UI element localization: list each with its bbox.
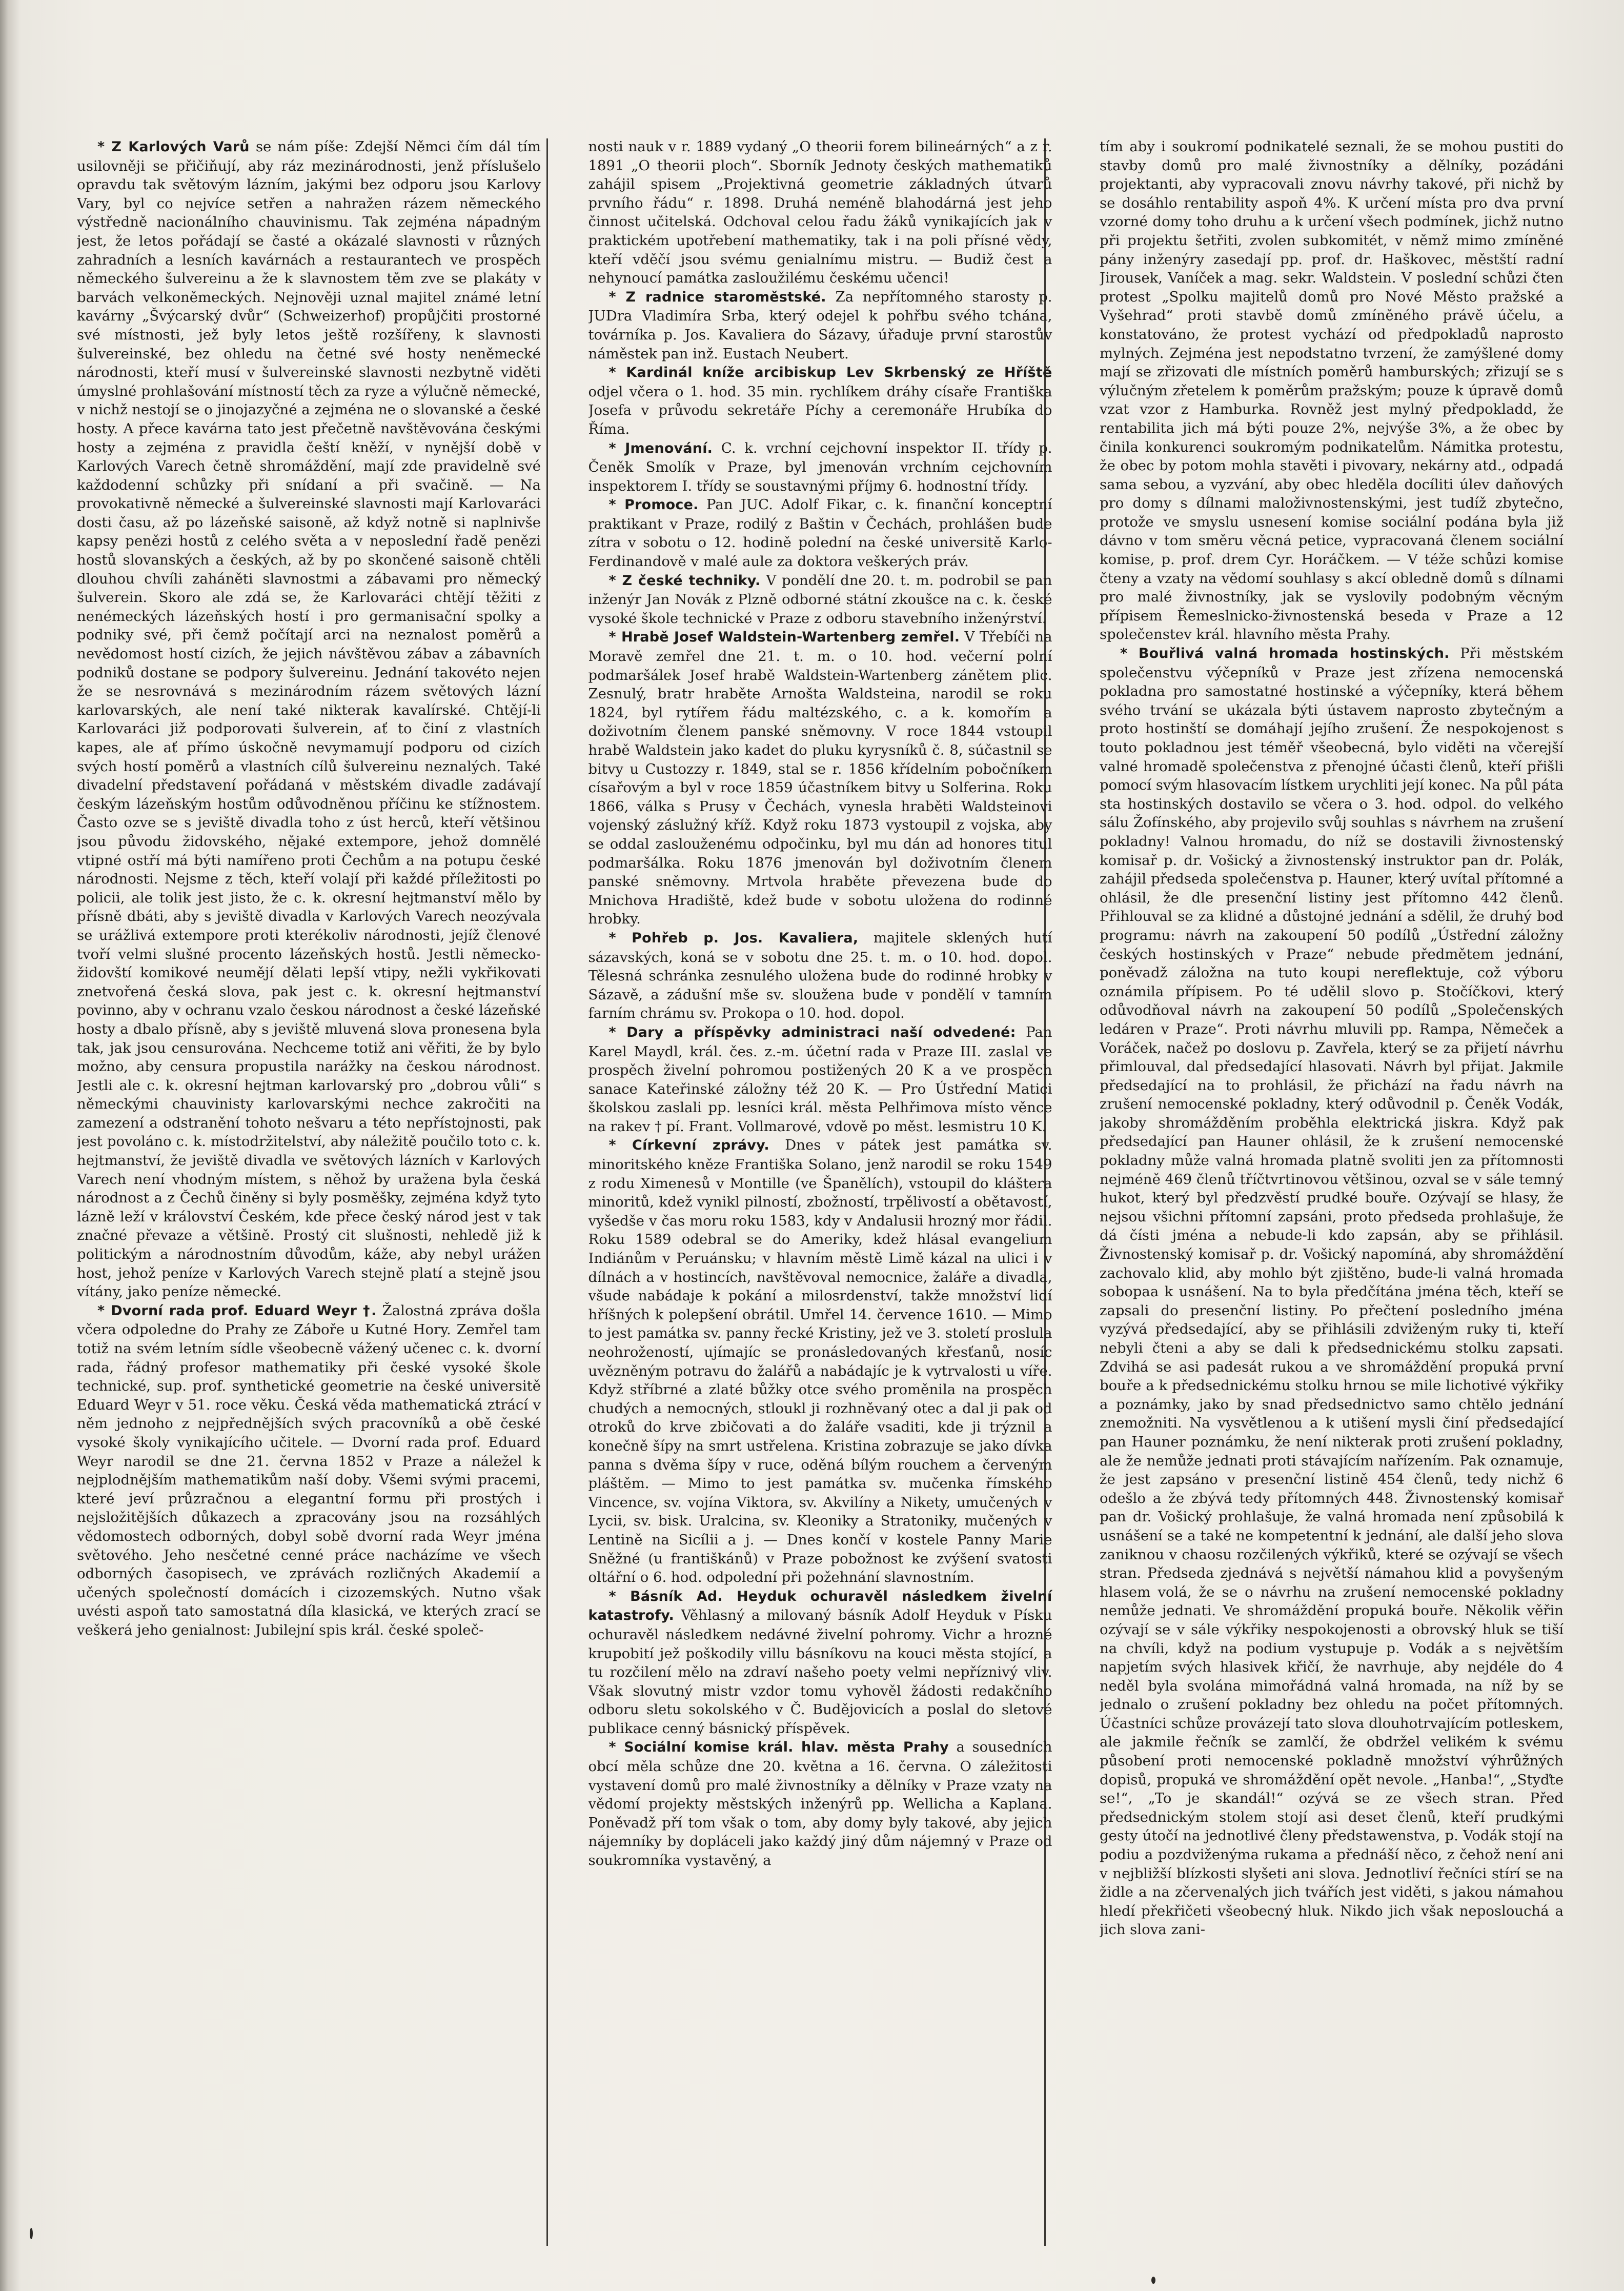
article-promoce	[588, 495, 1052, 571]
article-dary	[588, 1023, 1052, 1136]
article-socialni-komise-continued	[1100, 137, 1564, 644]
article-body: odjel včera o 1. hod. 35 min. rychlíkem dráhy císaře Františka Josefa v průvodu sekretáře Píchy a ceremonáře Hrubíka do Říma.	[588, 383, 1052, 437]
article-kardinal	[588, 363, 1052, 438]
columns	[77, 137, 1564, 2250]
article-heading: * Z radnice staroměstské.	[608, 289, 826, 305]
article-heading: * Promoce.	[608, 497, 699, 513]
article-body: Pan Karel Maydl, král. čes. z.-m. účetní rada v Praze III. zaslal ve prospěch živelní pohromou postižených 20 K a ve prospěch sanace Kateřinské záložny též 20 K. — Pro Ústřední Matici školskou zaslali pp. lesníci král. města Pelhřimova místo věnce na rakev † pí. Frant. Vollmarové, vdově po měst. lesmistru 10 K.	[588, 1023, 1052, 1135]
article-body: V Třebíči na Moravě zemřel dne 21. t. m. o 10. hod. večerní polní podmaršálek Josef hrabě Waldstein-Wartenberg zánětem plic. Zesnulý, bratr hraběte Arnošta Waldsteina, narodil se roku 1824, byl rytířem řádu maltézského, c. a k. komořím a doživotním členem panské sněmovny. V roce 1844 vstoupil hrabě Waldstein jako kadet do pluku kyrysníků č. 8, súčastnil se bitvy u Custozzy r. 1849, stal se r. 1856 křídelním pobočníkem císařovým a byl v roce 1859 účastníkem bitvy u Solferina. Roku 1866, válka s Prusy v Čechách, vynesla hraběti Waldsteinovi vojenský záslužný kříž. Když roku 1873 vystoupil z vojska, aby se oddal zaslouženému odpočinku, byl mu dán ad honores titul podmaršálka. Roku 1876 jmenován byl doživotním členem panské sněmovny. Mrtvola hraběte převezena bude do Mnichova Hradiště, kdež bude v sobotu uložena do rodinné hrobky.	[588, 629, 1052, 928]
print-speck	[1151, 2277, 1155, 2284]
article-technika	[588, 571, 1052, 628]
article-heading: * Básník Ad. Heyduk ochuravěl následkem živelní katastrofy.	[588, 1588, 1052, 1624]
article-body: Pan JUC. Adolf Fikar, c. k. finanční konceptní praktikant v Praze, rodilý z Baštin v Čechách, prohlášen bude zítra v sobotu o 12. hodině polední na české universitě Karlo-Ferdinandově v malé aule za doktora veškerých práv.	[588, 496, 1052, 570]
article-body: Věhlasný a milovaný básník Adolf Heyduk v Písku ochuravěl následkem nedávné živelní pohromy. Vichr a hrozné krupobití jež poškodily villu básníkovu na kouci města stojící, a tu rozčilení mělo na zdraví našeho poety velmi nepříznivý vliv. Však slovutný mistr vzdor tomu vyhověl žádosti redakčního odboru sletu sokolského v Č. Budějovicích a poslal do sletové publikace cenný básnický příspěvek.	[588, 1607, 1052, 1737]
article-heading: * Pohřeb p. Jos. Kavaliera,	[608, 930, 859, 946]
article-heading: * Církevní zprávy.	[608, 1137, 769, 1154]
article-body: C. k. vrchní cejchovní inspektor II. třídy p. Čeněk Smolík v Praze, byl jmenován vrchním cejchovním inspektorem I. třídy se soustavnými příjmy 6. hodnostní třídy.	[588, 439, 1052, 494]
article-body: Žalostná zpráva došla včera odpoledne do Prahy ze Záboře u Kutné Hory. Zemřel tam totiž na svém letním sídle všeobecně vážený učenec c. k. dvorní rada, řádný profesor mathematiky při české vysoké škole technické, sup. prof. synthetické geometrie na české universitě Eduard Weyr v 51. roce věku. Česká věda mathematická ztrácí v něm jednoho z nejpřednějších svých pracovníků a obě české vysoké školy vynikajícího učitele. — Dvorní rada prof. Eduard Weyr narodil se dne 21. června 1852 v Praze a náležel k nejplodnějším mathematikům naší doby. Všemi svými pracemi, které jeví průzračnou a elegantní formu při prostých i nejsložitějších důkazech a zpracovány jsou na rozsáhlých vědomostech odborných, dobyl sobě dvorní rada Weyr jména světového. Jeho nesčetné cenné práce nacházíme ve všech odborných časopisech, ve zprávách rozličných Akademií a učených společností domácích i cizozemských. Nutno však uvésti aspoň tato samostatná díla klasická, ve kterých zrací se veškerá jeho genialnost: Jubilejní spis král. české společ-	[77, 1302, 541, 1638]
article-body: se nám píše: Zdejší Němci čím dál tím usilovněji se přičiňují, aby ráz mezinárodnosti, jenž příslušelo opravdu tak světovým lázním, jakými bez odporu jsou Karlovy Vary, byl co nejvíce setřen a nahražen rázem německého výstředně nacionálního chauvinismu. Tak zejména nápadným jest, že letos pořádají se časté a okázalé slavnosti v různých zahradních a lesních kavárnách a restaurantech ve prospěch německého šulvereinu a že k slavnostem těm zve se plakáty v barvách velkoněmeckých. Nejnověji uznal majitel známé letní kavárny „Švýcarský dvůr“ (Schweizerhof) propůjčiti prostorné své místnosti, jež byly letos ještě rozšířeny, k slavnosti šulvereinské, bez ohledu na četné své hosty neněmecké národnosti, kteří musí v šulvereinské slavnosti nezbytně viděti úmyslné prohlašování místností těch za ryze a výlučně německé, v nichž nestojí se o jinojazyčné a zejména ne o slovanské a české hosty. A přece kavárna tato jest přečetně navštěvována českými hosty a zejména z pravidla čeští kněží, v nynější době v Karlových Varech četně shromáždění, mají zde pravidelně své každodenní schůzky při snídaní a při svačině. — Na provokativně německé a šulvereinské slavnosti mají Karlovaráci dosti času, až po lázeňské saisoně, až když notně si naplnivše kapsy penězi hostů z celého světa a v neposlední řadě penězi hostů slovanských a českých, až by po skončené saisoně chtěli dlouhou chvíli zaháněti slavnostmi a zábavami pro německý šulverein. Skoro ale zdá se, že Karlovaráci chtějí těžiti z nenémeckých lázeňských hostí i pro germanisační spolky a podniky své, při čemž počítají arci na neznalost poměrů a nevědomost hostí cizích, že jejich návštěvou zábav a zábavních podniků dostane se podpory šulvereinu. Jednání takovéto nejen že se nesrovnává s mezinárodním rázem světových lázní karlovarských, ale není také nikterak kavalírské. Chtějí-li Karlovaráci již podporovati šulverein, ať to činí z vlastních kapes, ale ať přímo úskočně nevymamují podporu od cizích svých hostí poměrů a vlastních cílů šulvereinu neznalých. Také divadelní představení pořádaná v městském divadle zadávají českým lázeňským hostům odůvodněnou příčinu ke stížnostem. Často ozve se s jeviště divadla toho z úst herců, kteří většinou jsou původu židovského, nějaké extempore, jehož domnělé vtipné ostří má býti namířeno proti Čechům a na potupu české národnosti. Nejsme z těch, kteří volají při každé příležitosti po policii, ale tolik jest jisto, že c. k. okresní hejtmanství mělo by přísně dbáti, aby s jeviště divadla v Karlových Varech neozývala se urážlivá extempore proti kterékoliv národnosti, jejíž členové tvoří velmi slušné procento lázeňských hostů. Jestli německo-židovští komikové neumějí dělati lepší vtipy, nežli vykřikovati znetvořená česká slova, pak jest c. k. okresní hejtmanství povinno, aby v ochranu vzalo českou národnost a české lázeňské hosty a dbalo přísně, aby s jeviště mluvená slova pronesena byla tak, jak jsou censurována. Nechceme totiž ani věřiti, že by bylo možno, aby censura propustila narážky na českou národnost. Jestli ale c. k. okresní hejtman karlovarský pro „dobrou vůli“ s německými chauvinisty karlovarskými nechce zakročiti na zamezení a odstranění tohoto nešvaru a této nepřístojnosti, pak jest povoláno c. k. místodržitelství, aby náležitě poučilo toto c. k. hejtmanství, že jeviště divadla ve světových lázních v Karlových Varech není vhodným místem, s něhož by uražena byla česká národnost a z Čechů činěny si byly posměšky, zejména když tyto lázně leží v království Českém, kde přece český národ jest v tak značné převaze a většině. Prostý cit slušnosti, nehledě již k politickým a národnostním důvodům, káže, aby nebyl urážen host, jehož peníze v Karlových Varech stejně platí a stejně jsou vítány, jako peníze německé.	[77, 138, 541, 1300]
print-speck	[30, 2228, 33, 2239]
article-heading: * Dvorní rada prof. Eduard Weyr †.	[97, 1302, 377, 1319]
article-pohreb	[588, 929, 1052, 1023]
article-heading: * Z české techniky.	[608, 572, 761, 589]
article-cirkevni	[588, 1136, 1052, 1586]
article-heading: * Sociální komise král. hlav. města Prahy	[608, 1739, 949, 1756]
article-radnice	[588, 288, 1052, 363]
article-body: Dnes v pátek jest památka sv. minoritského kněze Františka Solano, jenž narodil se roku 1549 z rodu Ximenesů v Montille (ve Španělích), vstoupil do kláštera minoritů, kdež vynikl pilností, zbožností, trpělivostí a obětavostí, vyšedše v čas moru roku 1583, kdy v Andalusii hrozný mor řádil. Roku 1589 odebral se do Ameriky, kdež hlásal evangelium Indiánům v Peruánsku; v hlavním městě Limě kázal na ulici i v dílnách a v hostincích, navštěvoval nemocnice, žaláře a divadla, všude nabádaje k pokání a milosrdenství, takže množství lidí hříšných k polepšení obrátil. Umřel 14. července 1610. — Mimo to jest památka sv. panny řecké Kristiny, jež ve 3. století proslula neohrožeností, ujímajíc se pronásledovaných křesťanů, nosíc uvězněným potravu do žalářů a nabádajíc je k vytrvalosti u víře. Když stříbrné a zlaté bůžky otce svého proměnila na prospěch chudých a nemocných, stloukl ji rozhněvaný otec a dal ji pak od otroků do krve zbičovati a do žaláře vsaditi, kde ji trýznil a konečně šípy na smrt ustřelena. Kristina zobrazuje se jako dívka panna s dvěma šípy v ruce, oděná bílým rouchem a červeným pláštěm. — Mimo to jest památka sv. mučenka římského Vincence, sv. vojína Viktora, sv. Akvilíny a Nikety, umučených v Lycii, sv. bisk. Uralcina, sv. Kleoniky a Stratoniky, mučených v Lentině na Sicílii a j. — Dnes končí v kostele Panny Marie Sněžné (u františkánů) v Praze pobožnost ke zvýšení svatosti oltářní o 6. hod. odpolední při požehnání slavnostním.	[588, 1137, 1052, 1586]
article-jmenovani	[588, 439, 1052, 496]
article-heading: * Dary a příspěvky administraci naší odvedené:	[608, 1024, 1016, 1040]
article-heading: * Kardinál kníže arcibiskup Lev Skrbenský ze Hříště	[608, 365, 1052, 381]
article-body: V pondělí dne 20. t. m. podrobil se pan inženýr Jan Novák z Plzně odborné státní zkoušce na c. k. české vysoké škole technické v Praze z odboru stavebního inženýrství.	[588, 572, 1052, 627]
article-waldstein	[588, 628, 1052, 929]
article-heading: * Bouřlivá valná hromada hostinských.	[1120, 646, 1450, 662]
column-2	[588, 137, 1052, 2250]
article-heading: * Z Karlových Varů	[97, 139, 250, 155]
article-weyr-continued	[588, 137, 1052, 288]
article-karlovy-vary	[77, 137, 541, 1301]
article-socialni-komise	[588, 1738, 1052, 1870]
article-body: Při městském společenstvu výčepníků v Praze jest zřízena nemocenská pokladna pro samostatné hostinské a výčepníky, která během svého trvání se ukázala býti ústavem naprosto zbytečným a proto hostinští se domáhají jejího zrušení. Že nespokojenost s touto pokladnou jest téměř všeobecná, bylo viděti na včerejší valné hromadě společenstva z přenojné účasti členů, kteří přišli pomocí svým hlasovacím lístkem urychliti její konec. Na půl páta sta hostinských dostavilo se včera o 3. hod. odpol. do velkého sálu Žofínského, aby projevilo svůj souhlas s návrhem na zrušení pokladny! Valnou hromadu, do níž se dostavili živnostenský komisař p. dr. Vošický a živnostenský instruktor pan dr. Polák, zahájil předseda společenstva p. Hauner, který uvítal přítomné a ohlásil, že dle presenční listiny jest přítomno 442 členů. Přihlouval se za klidné a důstojné jednání a sdělil, že druhý bod programu: návrh na zakoupení 50 podílů „Ústřední záložny českých hostinských v Praze“ nebude předmětem jednání, poněvadž záložna na tuto koupi nereflektuje, což výboru oznámila přípisem. Po té udělil slovo p. Stočíčkovi, který odůvodňoval návrh na zakoupení 50 podílů „Společenských ledáren v Praze“. Proti návrhu mluvili pp. Rampa, Němeček a Voráček, načež po doslovu p. Zavřela, který se za přijetí návrhu přimlouval, dal předsedající hlasovati. Návrh byl přijat. Jakmile předsedající na to prohlásil, že přichází na řadu návrh na zrušení nemocenské pokladny, který odůvodnil p. Čeněk Vodák, jakoby shromážděním proběhla elektrická jiskra. Když pak předsedající pan Hauner ohlásil, že k zrušení nemocenské pokladny může valná hromada platně svoliti jen za přítomnosti nejméně 469 členů tříčtvrtinovou většinou, ozval se v sále temný hukot, který byl předzvěstí prudké bouře. Ozývají se hlasy, že nejsou všichni přítomní zapsáni, proto předseda prohlašuje, že dá čísti jména a nebude-li kdo zapsán, aby se přihlásil. Živnostenský komisař p. dr. Vošický napomíná, aby shromáždění zachovalo klid, aby mohlo být zjištěno, bude-li valná hromada sobopaa k usnášení. Na to byla předčítána jména těch, kteří se zapsali do presenční listiny. Po přečtení posledního jména vyzývá předsedající, aby se přihlásili zdviženým ruky ti, kteří nebyli čteni a aby se dali k předsednickému stolku zapsati. Zdvihá se asi padesát rukou a ve shromáždění propuká první bouře a k předsednickému stolku hrnou se mile lichotivé výkřiky a poznámky, jako by snad předsednictvo samo chtělo jednání znemožniti. Na vysvětlenou a k utišení mysli činí předsedající pan Hauner poznámku, že není nikterak proti zrušení pokladny, ale že nemůže jednati proti stávajícím nařízením. Pak oznamuje, že jest zapsáno v presenční listině 454 členů, tedy nichž 6 odešlo a že zbývá tedy přítomných 448. Živnostenský komisař pan dr. Vošický prohlašuje, že valná hromada není způsobilá k usnášení se a také ne kompetentní k jednání, ale další jeho slova zaniknou v chaosu rozčilených výkřiků, které se ozývají se všech stran. Předseda zjednává s největší námahou klid a povyšeným hlasem volá, že se o návrhu na zrušení nemocenské pokladny nemůže jednati. Ve shromáždění propuká bouře. Několik věřin ozývají se v sále výkřiky nespokojenosti a obrovský hluk se tiší na chvíli, když na podium vystupuje p. Vodák a s největším napjetím svých hlasivek křičí, že navrhuje, aby nejdéle do 4 neděl byla svolána mimořádná valná hromada, na níž by se jednalo o zrušení pokladny bez ohledu na počet přítomných. Účastníci schůze provázejí tato slova dlouhotrvajícím potleskem, ale jakmile řečník se zamlčí, že obdržel velikém k svému působení proti nemocenské pokladně množství výhrůžných dopisů, propuká ve shromáždění opět nevole. „Hanba!“, „Styďte se!“, „To je skandál!“ ozývá se ze všech stran. Před předsednickým stolem stojí asi deset členů, kteří prudkými gesty útočí na jednotlivé členy předstawenstva, p. Vodák stojí na podiu a pozdviženýma rukama a přednáší něco, z čehož není ani v nejbližší blízkosti slyšeti ani slova. Jednotliví řečníci stírí se na židle a na zčervenalých jich tvářích jest viděti, s jakou námahou hledí překřičeti všeobecný hluk. Nikdo jich však neposlouchá a jich slova zani-	[1100, 645, 1564, 1938]
article-heading: * Hrabě Josef Waldstein-Wartenberg zemřel.	[608, 629, 960, 646]
article-weyr	[77, 1301, 541, 1640]
article-body: Za nepřítomného starosty p. JUDra Vladimíra Srba, který odejel k pohřbu svého tchána, továrníka p. Jos. Kavaliera do Sázavy, úřaduje první starostův náměstek pan inž. Eustach Neubert.	[588, 288, 1052, 362]
article-hostinsti	[1100, 644, 1564, 1939]
article-body: nosti nauk v r. 1889 vydaný „O theorii forem bilineárných“ a z r. 1891 „O theorii ploch“. Sborník Jednoty českých mathematiků zahájil spisem „Projektivná geometrie základných útvarů prvního řádu“ r. 1898. Druhá neméně blahodárná jest jeho činnost učitelská. Odchoval celou řadu žáků vynikajících jak v praktickém upotřebení mathematiky, tak i na poli přísné vědy, kteří vděčí jsou svému genialnímu mistru. — Budiž čest a nehynoucí památka zasloužilému českému učenci!	[588, 138, 1052, 287]
article-heading: * Jmenování.	[608, 440, 713, 456]
column-1	[77, 137, 541, 2250]
column-3	[1100, 137, 1564, 2250]
article-body: tím aby i soukromí podnikatelé seznali, že se mohou pustiti do stavby domů pro malé živnostníky a dělníky, pozádáni projektanti, aby vypracovali znovu návrhy takové, při nichž by se dosáhlo rentability aspoň 4%. K určení místa pro dva první vzorné domy toho druhu a k určení všech podmínek, jichž nutno při projektu šetřiti, zvolen subkomitét, v němž mimo zmíněné pány inženýry zasedají pp. prof. dr. Haškovec, městští radní Jirousek, Vaníček a mag. sekr. Waldstein. V poslední schůzi čten protest „Spolku majitelů domů pro Nové Město pražské a Vyšehrad“ proti stavbě domů zmíněného právě účelu, a konstatováno, že protest vychází od předpokladů naprosto mylných. Zejména jest nepodstatno tvrzení, že zamýšlené domy mají se zřizovati dle místních poměrů hamburských; zřizují se s výlučným zřetelem k poměrům pražským; pouze k úpravě domů vzat vzor z Hamburka. Rovněž jest mylný předpokladd, že rentabilita jich má býti pouze 2%, nejvýše 3%, a že obec by činila konkurenci soukromým podnikatelům. Námitka protestu, že obec by potom mohla stavěti i pivovary, nekárny atd., odpadá sama sebou, a vyzvání, aby obec hleděla docíliti úlev daňových pro domy s dílnami maloživnostenskými, jest tudíž zbytečno, protože ve smyslu usnesení komise sociální podána byla již dávno v tom směru věcná petice, vypracovaná členem sociální komise, p. prof. drem Cyr. Horáčkem. — V téže schůzi komise čteny a vzaty na vědomí souhlasy s akcí obledně domů s dílnami pro malé živnostníky, jak se vyslovily podobným věcným přípisem Řemeslnicko-živnostenská beseda v Praze a 12 společenstev král. hlavního města Prahy.	[1100, 138, 1564, 643]
article-heyduk	[588, 1587, 1052, 1738]
article-body: majitele sklených hutí sázavských, koná se v sobotu dne 25. t. m. o 10. hod. dopol. Tělesná schránka zesnulého uložena bude do rodinné hrobky v Sázavě, a zádušní mše sv. sloužena bude v pondělí v tamním farním chrámu sv. Prokopa o 10. hod. dopol.	[588, 929, 1052, 1022]
page-edge-shadow	[0, 0, 21, 2291]
article-body: a sousedních obcí měla schůze dne 20. května a 16. června. O záležitosti vystavení domů pro malé živnostníky a dělníky v Praze vzaty na vědomí projekty městských inženýrů pp. Wellicha a Kaplana. Poněvadž pří tom však o tom, aby domy byly takové, aby jejich nájemníky by dopláceli jako každý jiný dům nájemný v Praze od soukromníka vystavěný, a	[588, 1739, 1052, 1869]
